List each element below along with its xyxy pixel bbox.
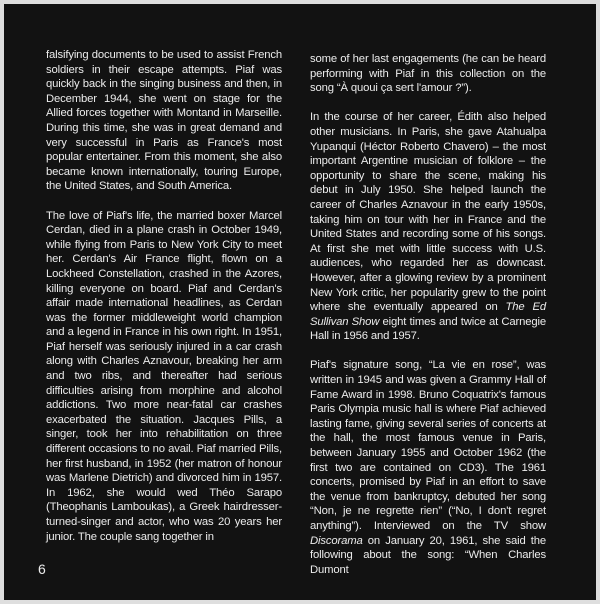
paragraph [310,110,546,344]
text-run: eight times and twice at Carnegie Hall in 1956 and 1957. [310,315,546,343]
text-run: on January 20, 1961, she said the following about the song: “When Charles Dumont [310,534,546,576]
show-title: The Ed Sullivan Show [310,301,546,328]
paragraph [310,358,546,577]
right-column [310,52,546,592]
text-run: Piaf's signature song, “La vie en rose”, was written in 1945 and was given a Grammy Hall of Fame Award in 1998. Bruno Coquatrix's famous Paris Olympia music hall is where Piaf achieved lasting fame, giving several series of concerts at the hall, the most famous venue in Paris, between January 1955 and October 1962 (the first two are contained on CD3). The 1961 concerts, promised by Piaf in an effort to save the venue from bankruptcy, debuted her song “Non, je ne regrette rien” (“No, I don't regret anything”). Interviewed on the TV show [310,359,546,532]
booklet-page [4,4,596,600]
paragraph: The love of Piaf's life, the married boxer Marcel Cerdan, died in a plane crash in October 1949, while flying from Paris to New York City to meet her. Cerdan's Air France flight, flown on a Lockheed Constellation, crashed in the Azores, killing everyone on board. Piaf and Cerdan's affair made international headlines, as Cerdan was the former middleweight world champion and a legend in France in his own right. In 1951, Piaf herself was seriously injured in a car crash along with Charles Aznavour, breaking her arm and two ribs, and thereafter had serious difficulties arising from morphine and alcohol addictions. Two more near-fatal car crashes exacerbated the situation. Jacques Pills, a singer, took her into rehabilitation on three different occasions to no avail. Piaf married Pills, her first husband, in 1952 (her matron of honour was Marlene Dietrich) and divorced him in 1957. In 1962, she would wed Théo Sarapo (Theophanis Lamboukas), a Greek hairdresser-turned-singer and actor, who was 20 years her junior. The couple sang together in [46,209,282,543]
page-number: 6 [38,561,46,577]
paragraph: falsifying documents to be used to assist French soldiers in their escape attempts. Piaf was quickly back in the singing business and then, in December 1944, she went on stage for the Allied forces together with Montand in Marseille. During this time, she was in great demand and very successful in Paris as France's most popular entertainer. From this moment, she also became known internationally, touring Europe, the United States, and South America. [46,49,282,193]
show-title: Discorama [310,534,363,547]
paragraph: some of her last engagements (he can be heard performing with Piaf in this collection on the song “À quoui ça sert l'amour ?”). [310,53,546,95]
text-run: In the course of her career, Édith also helped other musicians. In Paris, she gave Atahualpa Yupanqui (Héctor Roberto Chavero) – the most important Argentine musician of folklore – the opportunity to share the scene, making his debut in July 1950. She helped launch the career of Charles Aznavour in the early 1950s, taking him on tour with her in France and the United States and recording some of his songs. At first she met with little success with U.S. audiences, who regarded her as downcast. However, after a glowing review by a prominent New York critic, her popularity grew to the point where she eventually appeared on [310,111,546,314]
left-column [46,48,282,559]
